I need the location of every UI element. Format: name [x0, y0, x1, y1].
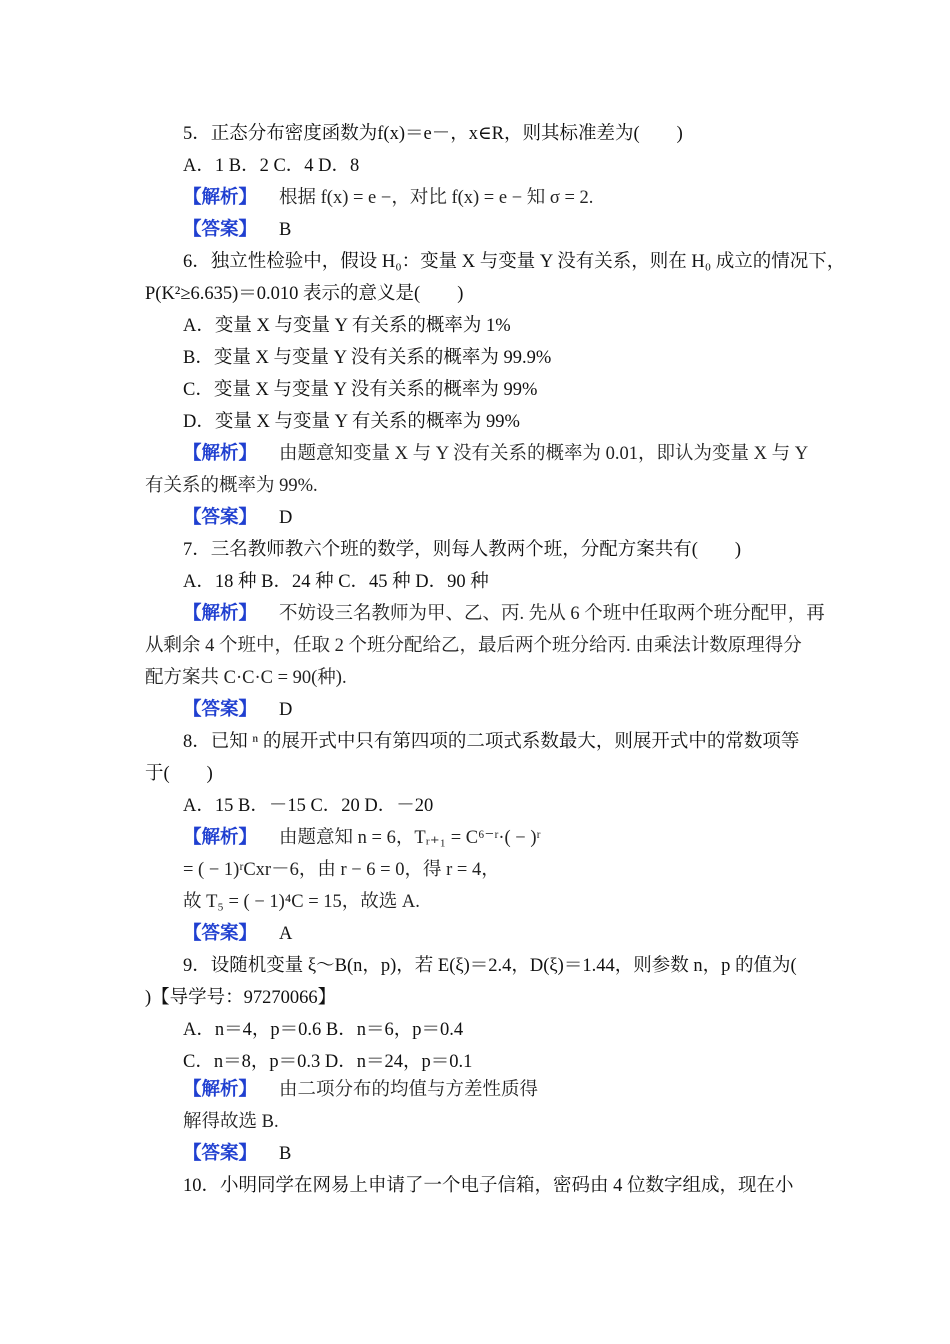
question-7-analysis: 【解析】 不妨设三名教师为甲、乙、丙. 先从 6 个班中任取两个班分配甲，再 — [183, 604, 825, 624]
question-5-stem: 5．正态分布密度函数为f(x)＝e－，x∈R，则其标准差为( ) — [183, 124, 683, 144]
question-9-stem-cont: )【导学号：97270066】 — [145, 988, 337, 1008]
answer-tag: 【答案】 — [183, 220, 258, 240]
question-6-stem: 6．独立性检验中，假设 H₀：变量 X 与变量 Y 没有关系，则在 H₀ 成立的情况下， — [183, 252, 846, 272]
question-9-options-ab: A．n＝4，p＝0.6 B．n＝6，p＝0.4 — [183, 1020, 464, 1040]
analysis-tag: 【解析】 — [183, 444, 258, 464]
question-7-answer: 【答案】 D — [183, 700, 293, 720]
question-8-answer: 【答案】 A — [183, 924, 293, 944]
question-9-stem: 9．设随机变量 ξ～B(n，p)，若 E(ξ)＝2.4，D(ξ)＝1.44，则参数 n，p 的值为( — [183, 956, 797, 976]
question-8-analysis-step-3: 故 T₅ = ( − 1)⁴C = 15，故选 A. — [183, 892, 420, 912]
analysis-tag: 【解析】 — [183, 828, 258, 848]
question-9-answer: 【答案】 B — [183, 1144, 292, 1164]
question-9-analysis: 【解析】 由二项分布的均值与方差性质得 — [183, 1080, 539, 1100]
question-7-analysis-cont: 从剩余 4 个班中，任取 2 个班分配给乙，最后两个班分给丙. 由乘法计数原理得分 — [145, 636, 802, 656]
question-5-analysis: 【解析】 根据 f(x) = e −，对比 f(x) = e − 知 σ = 2. — [183, 188, 594, 208]
question-8-options: A．15 B．－15 C．20 D．－20 — [183, 796, 434, 816]
question-8-analysis-step-2: = ( − 1)ʳCxr－6，由 r − 6 = 0，得 r = 4， — [183, 860, 500, 880]
question-6-analysis: 【解析】 由题意知变量 X 与 Y 没有关系的概率为 0.01，即认为变量 X 与 Y — [183, 444, 809, 464]
question-6-option-a: A．变量 X 与变量 Y 有关系的概率为 1% — [183, 316, 511, 336]
question-10-stem: 10．小明同学在网易上申请了一个电子信箱，密码由 4 位数字组成，现在小 — [183, 1176, 794, 1196]
analysis-tag: 【解析】 — [183, 604, 258, 624]
answer-tag: 【答案】 — [183, 700, 258, 720]
analysis-tag: 【解析】 — [183, 1080, 258, 1100]
question-6-option-b: B．变量 X 与变量 Y 没有关系的概率为 99.9% — [183, 348, 552, 368]
question-8-stem: 8．已知 ⁿ 的展开式中只有第四项的二项式系数最大，则展开式中的常数项等 — [183, 732, 800, 752]
question-5-options: A．1 B．2 C．4 D．8 — [183, 156, 360, 176]
question-6-option-d: D．变量 X 与变量 Y 有关系的概率为 99% — [183, 412, 520, 432]
question-5-answer: 【答案】 B — [183, 220, 292, 240]
question-8-analysis: 【解析】 由题意知 n = 6，Tᵣ₊₁ = C⁶⁻ʳ·( − )ʳ — [183, 828, 541, 848]
question-6-answer: 【答案】 D — [183, 508, 293, 528]
question-7-options: A．18 种 B．24 种 C．45 种 D．90 种 — [183, 572, 489, 592]
question-7-stem: 7．三名教师教六个班的数学，则每人教两个班，分配方案共有( ) — [183, 540, 742, 560]
question-9-options-cd: C．n＝8，p＝0.3 D．n＝24，p＝0.1 — [183, 1052, 473, 1072]
question-7-analysis-cont-2: 配方案共 C·C·C = 90(种). — [145, 668, 347, 688]
analysis-tag: 【解析】 — [183, 188, 258, 208]
question-6-analysis-cont: 有关系的概率为 99%. — [145, 476, 318, 496]
answer-tag: 【答案】 — [183, 1144, 258, 1164]
question-8-stem-cont: 于( ) — [145, 764, 213, 784]
question-6-option-c: C．变量 X 与变量 Y 没有关系的概率为 99% — [183, 380, 538, 400]
question-6-stem-cont: P(K²≥6.635)＝0.010 表示的意义是( ) — [145, 284, 464, 304]
question-9-analysis-cont: 解得故选 B. — [183, 1112, 279, 1132]
answer-tag: 【答案】 — [183, 508, 258, 528]
answer-tag: 【答案】 — [183, 924, 258, 944]
